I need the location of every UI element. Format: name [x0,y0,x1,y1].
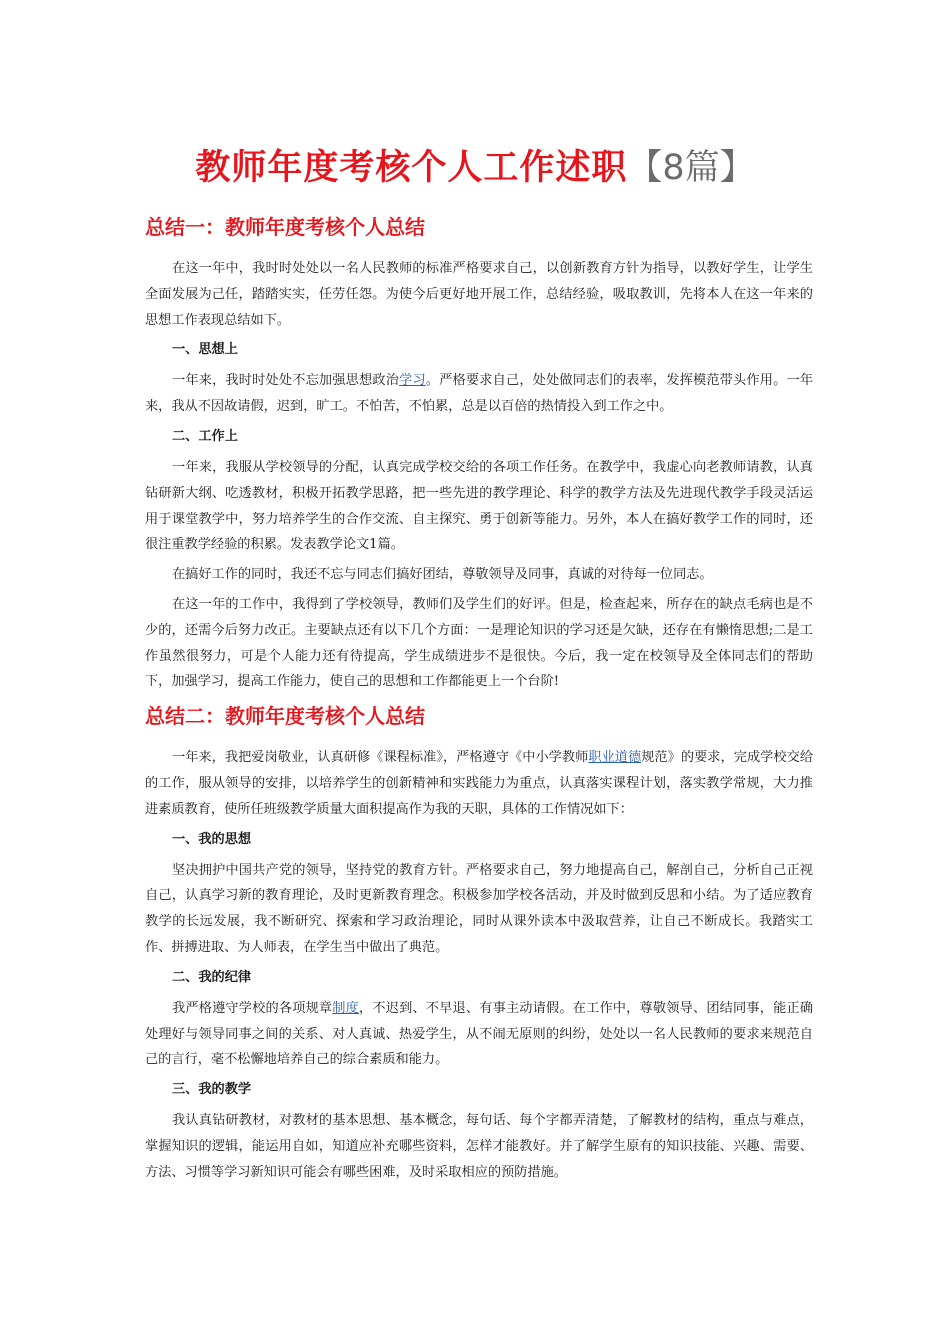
document-title-suffix: 【8篇】 [627,148,755,188]
section-1-intro: 在这一年中，我时时处处以一名人民教师的标准严格要求自己，以创新教育方针为指导，以教好学生，让学生全面发展为己任，踏踏实实，任劳任怨。为使今后更好地开展工作，总结经验，吸取教训，先将本人在这一年来的思想工作表现总结如下。 [145,261,813,328]
section-2-heading: 总结二：教师年度考核个人总结 [145,704,425,729]
professional-ethics-link[interactable]: 职业道德 [588,750,642,766]
text-segment: 一年来，我时时处处不忘加强思想政治 [172,373,400,389]
section-2-paragraph-discipline [145,996,813,1073]
document-title-main: 教师年度考核个人工作述职 [195,148,628,188]
section-1-paragraph-reflection: 在这一年的工作中，我得到了学校领导，教师们及学生们的好评。但是，检查起来，所存在的缺点毛病也是不少的，还需今后努力改正。主要缺点还有以下几个方面：一是理论知识的学习还是欠缺，还存在有懒惰思想;二是工作虽然很努力，可是个人能力还有待提高，学生成绩进步不是很快。今后，我一定在校领导及全体同志们的帮助下，加强学习，提高工作能力，使自己的思想和工作都能更上一个台阶! [145,596,813,690]
text-segment: 我严格遵守学校的各项规章 [172,1000,333,1016]
section-2-paragraph-teaching: 我认真钻研教材，对教材的基本思想、基本概念，每句话、每个字都弄清楚，了解教材的结构，重点与难点，掌握知识的逻辑，能运用自如，知道应补充哪些资料，怎样才能教好。并了解学生原有的知识技能、兴趣、需要、方法、习惯等学习新知识可能会有哪些困难，及时采取相应的预防措施。 [145,1113,813,1180]
section-2-paragraph-thought: 坚决拥护中国共产党的领导，坚持党的教育方针。严格要求自己，努力地提高自己，解剖自己，分析自己正视自己，认真学习新的教育理论，及时更新教育理念。积极参加学校各活动，并及时做到反思和小结。为了适应教育教学的长远发展，我不断研究、探索和学习政治理论，同时从课外读本中汲取营养，让自己不断成长。我踏实工作、拼搏进取、为人师表，在学生当中做出了典范。 [145,862,813,955]
section-1-paragraph-thought [145,368,813,420]
text-segment: ，不迟到、不早退、有事主动请假。在工作中，尊敬领导、团结同事，能正确处理好与领导同事之间的关系、对人真诚、热爱学生，从不闹无原则的纠纷，处处以一名人民教师的要求来规范自己的言行，毫不松懈地培养自己的综合素质和能力。 [145,1000,814,1068]
study-link[interactable]: 学习 [399,373,426,389]
section-2-subheading-thought: 一、我的思想 [172,831,252,847]
section-1-paragraph-unity: 在搞好工作的同时，我还不忘与同志们搞好团结，尊敬领导及同事，真诚的对待每一位同志。 [172,567,713,583]
section-1-heading: 总结一：教师年度考核个人总结 [145,215,425,239]
text-segment: 一年来，我把爱岗敬业，认真研修《课程标准》，严格遵守《中小学教师 [172,750,589,766]
document-title [0,140,950,190]
section-1-subheading-work: 二、工作上 [172,428,238,444]
section-2-subheading-teaching: 三、我的教学 [172,1082,252,1098]
section-2-subheading-discipline: 二、我的纪律 [172,969,252,985]
section-1-paragraph-work: 一年来，我服从学校领导的分配，认真完成学校交给的各项工作任务。在教学中，我虚心向老教师请教，认真钻研新大纲、吃透教材，积极开拓教学思路，把一些先进的教学理论、科学的教学方法及先进现代教学手段灵活运用于课堂教学中，努力培养学生的合作交流、自主探究、勇于创新等能力。另外，本人在搞好教学工作的同时，还很注重教学经验的积累。发表教学论文1篇。 [145,459,813,553]
section-1-subheading-thought: 一、思想上 [172,342,238,358]
section-2-intro [145,745,813,822]
regulations-link[interactable]: 制度 [332,1000,360,1016]
document-body [145,212,813,1190]
text-segment: 规范》的要求，完成学校交给的工作，服从领导的安排，以培养学生的创新精神和实践能力为重点，认真落实课程计划，落实教学常规，大力推进素质教育，使所任班级教学质量大面积提高作为我的天职，具体的工作情况如下： [145,750,814,817]
text-segment: 。严格要求自己，处处做同志们的表率，发挥模范带头作用。一年来，我从不因故请假，迟到，旷工。不怕苦，不怕累，总是以百倍的热情投入到工作之中。 [145,373,814,415]
